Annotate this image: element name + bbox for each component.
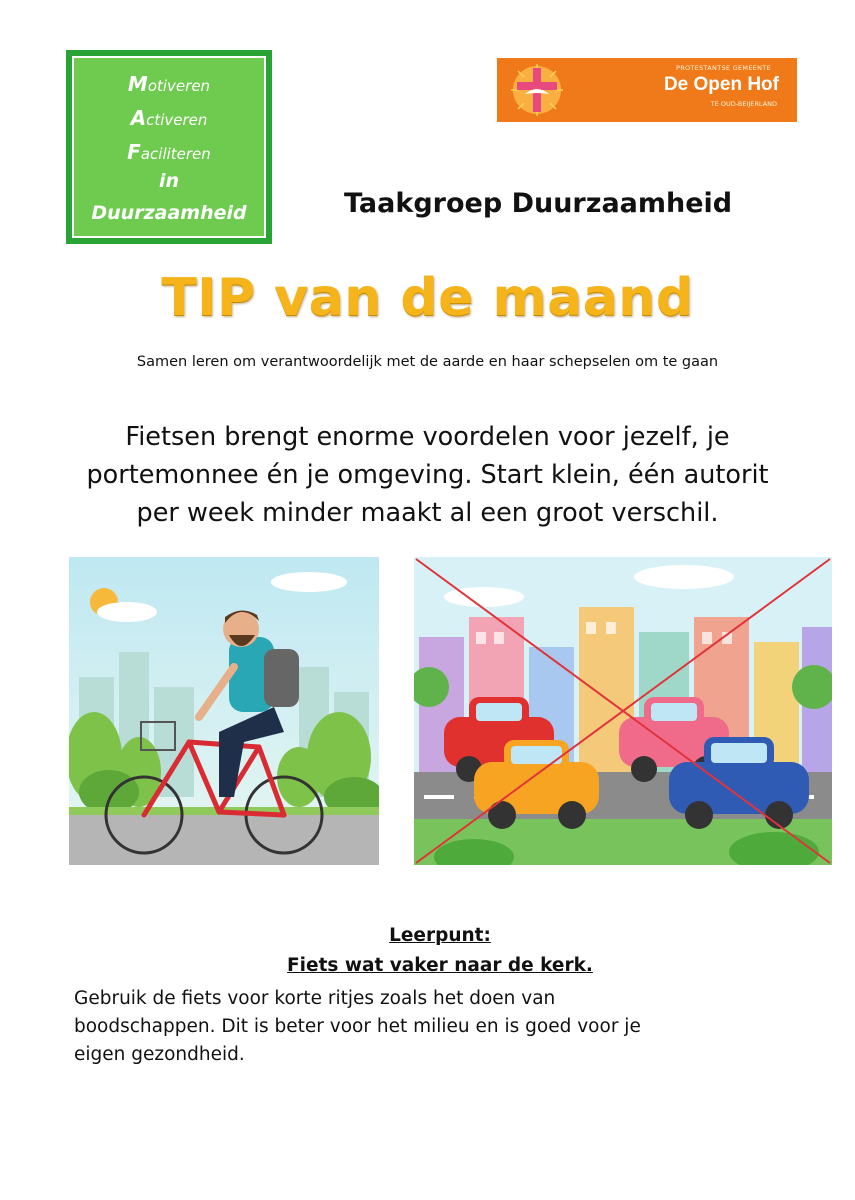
open-hof-logo	[497, 58, 797, 122]
cars-illustration-crossed	[414, 557, 832, 865]
logo-line-faciliteren: Faciliteren	[127, 140, 211, 164]
tip-title: TIP van de maand	[161, 268, 694, 328]
logo-line-duurzaamheid: Duurzaamheid	[91, 202, 247, 224]
logo-line-activeren: Activeren	[130, 106, 208, 130]
body-line: Gebruik de fiets voor korte ritjes zoals het doen van	[74, 988, 556, 1009]
logo-line-motiveren: Motiveren	[127, 72, 211, 96]
body-line: eigen gezondheid.	[74, 1044, 245, 1065]
leerpunt-subheading: Fiets wat vaker naar de kerk.	[287, 955, 593, 976]
taakgroep-heading: Taakgroep Duurzaamheid	[344, 188, 733, 219]
message-line: per week minder maakt al een groot verschil.	[136, 498, 719, 528]
logo-line-in: in	[158, 170, 180, 192]
message-line: portemonnee én je omgeving. Start klein, één autorit	[86, 460, 769, 490]
mafid-logo	[66, 50, 272, 244]
leerpunt-body	[74, 985, 774, 1069]
main-message	[30, 418, 825, 532]
leerpunt-heading: Leerpunt:	[389, 925, 491, 946]
open-hof-line1: PROTESTANTSE GEMEENTE	[675, 64, 771, 72]
message-line: Fietsen brengt enorme voordelen voor jezelf, je	[125, 422, 730, 452]
body-line: boodschappen. Dit is beter voor het milieu en is goed voor je	[74, 1016, 641, 1037]
cyclist-illustration	[69, 557, 379, 865]
open-hof-name: De Open Hof	[663, 74, 779, 95]
cross-sun-icon	[509, 62, 565, 118]
subtitle: Samen leren om verantwoordelijk met de aarde en haar schepselen om te gaan	[136, 354, 719, 370]
open-hof-line3: TE OUD-BEIJERLAND	[710, 100, 777, 108]
